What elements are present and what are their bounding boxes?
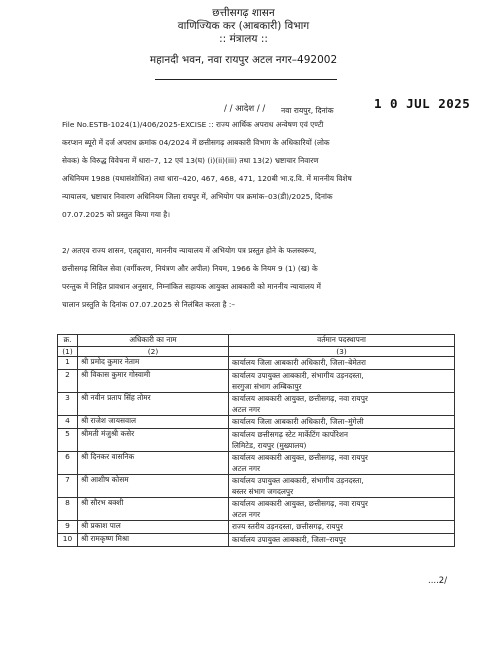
row-officer-name: श्री प्रकाश पाल	[78, 521, 229, 534]
table-column-number-row	[58, 347, 455, 357]
para1-line: न्यायालय, भ्रष्टाचार निवारण अधिनियम जिला रायपुर में, अभियोग पत्र क्रमांक–03(डी)/2025, दिनांक	[62, 192, 333, 201]
row-posting	[229, 475, 455, 498]
row-officer-name: श्री नवीन प्रताप सिंह तोमर	[78, 393, 229, 416]
row-posting	[229, 357, 455, 370]
para1-line: सेवक) के विरुद्ध विवेचना में धारा–7, 12 एवं 13(घ) (i)(ii)(iii) तथा 13(2) भ्रष्टाचार निवारण	[62, 156, 319, 165]
header-serial: क्र.	[58, 335, 78, 347]
row-serial: 5	[58, 429, 78, 452]
ministry-label: :: मंत्रालय ::	[219, 33, 268, 45]
table-row	[58, 357, 455, 370]
row-serial: 4	[58, 416, 78, 429]
posting-line: लिमिटेड, रायपुर (मुख्यालय)	[232, 441, 307, 450]
column-number: (2)	[78, 347, 229, 357]
row-serial: 1	[58, 357, 78, 370]
posting-line: कार्यालय आबकारी आयुक्त, छत्तीसगढ़, नवा रायपुर	[232, 453, 368, 462]
row-officer-name: श्री प्रमोद कुमार नेताम	[78, 357, 229, 370]
row-posting	[229, 521, 455, 534]
row-serial: 2	[58, 370, 78, 393]
page-continuation: ....2/	[428, 576, 448, 586]
row-officer-name: श्री रामकृष्ण मिश्रा	[78, 534, 229, 547]
govt-name: छत्तीसगढ़ शासन	[212, 7, 275, 19]
table-row	[58, 429, 455, 452]
row-serial: 10	[58, 534, 78, 547]
table-row	[58, 393, 455, 416]
posting-line: कार्यालय जिला आबकारी अधिकारी, जिला–मुंगेली	[232, 417, 364, 426]
row-serial: 9	[58, 521, 78, 534]
row-officer-name: श्री आशीष कोसम	[78, 475, 229, 498]
posting-line: अटल नगर	[232, 405, 261, 414]
row-officer-name: श्री विकास कुमार गोस्वामी	[78, 370, 229, 393]
row-posting	[229, 370, 455, 393]
table-row	[58, 370, 455, 393]
row-posting	[229, 429, 455, 452]
suspension-table	[57, 334, 455, 547]
header-officer-name: अधिकारी का नाम	[78, 335, 229, 347]
para2-line: 2/ अतएव राज्य शासन, एतद्द्वारा, माननीय न्यायालय में अभियोग पत्र प्रस्तुत होने के फलस्वरूप,	[62, 246, 317, 255]
para2-line: परन्तुक में निहित प्रावधान अनुसार, निम्नांकित सहायक आयुक्त आबकारी को माननीय न्यायालय में	[62, 282, 321, 291]
posting-line: कार्यालय उपायुक्त आबकारी, संभागीय उड़नदस्ता,	[232, 476, 364, 485]
table-row	[58, 534, 455, 547]
posting-line: कार्यालय छत्तीसगढ़ स्टेट मार्केटिंग कार्पोरेशन	[232, 430, 348, 439]
para1-line: अधिनियम 1988 (यथासंशोधित) तथा धारा–420, 467, 468, 471, 120बी भा.द.वि. में माननीय विशेष	[62, 174, 352, 183]
table-row	[58, 498, 455, 521]
row-officer-name: श्री राजेश जायसवाल	[78, 416, 229, 429]
table-header-row	[58, 335, 455, 347]
row-officer-name: श्री सौरभ बक्शी	[78, 498, 229, 521]
table-body	[58, 357, 455, 547]
column-number: (3)	[229, 347, 455, 357]
column-number: (1)	[58, 347, 78, 357]
posting-line: कार्यालय जिला आबकारी अधिकारी, जिला–बेमेतरा	[232, 358, 366, 367]
posting-line: कार्यालय उपायुक्त आबकारी, संभागीय उड़नदस्ता,	[232, 371, 364, 380]
para1-line: करप्शन ब्यूरो में दर्ज अपराध क्रमांक 04/2024 में छत्तीसगढ़ आबकारी विभाग के अधिकारियों (लोक	[62, 138, 330, 147]
place-date-label: नवा रायपुर, दिनांक	[281, 106, 334, 115]
header-divider	[155, 79, 337, 80]
para1-line: 07.07.2025 को प्रस्तुत किया गया है।	[62, 210, 171, 219]
row-posting	[229, 534, 455, 547]
address: महानदी भवन, नवा रायपुर अटल नगर–492002	[149, 54, 338, 66]
table-row	[58, 416, 455, 429]
row-officer-name: श्री दिनकर वासनिक	[78, 452, 229, 475]
posting-line: राज्य स्तरीय उड़नदस्ता, छत्तीसगढ़, रायपुर	[232, 522, 343, 531]
row-officer-name: श्रीमती मंजुश्री कसेर	[78, 429, 229, 452]
row-posting	[229, 452, 455, 475]
row-posting	[229, 498, 455, 521]
row-posting	[229, 416, 455, 429]
posting-line: बस्तर संभाग जगदलपुर	[232, 487, 294, 496]
table-row	[58, 452, 455, 475]
posting-line: सरगुजा संभाग अम्बिकापुर	[232, 382, 302, 391]
row-posting	[229, 393, 455, 416]
posting-line: कार्यालय उपायुक्त आबकारी, जिला–रायपुर	[232, 535, 346, 544]
posting-line: अटल नगर	[232, 464, 261, 473]
row-serial: 7	[58, 475, 78, 498]
row-serial: 6	[58, 452, 78, 475]
table-row	[58, 475, 455, 498]
header-current-posting: वर्तमान पदस्थापना	[229, 335, 455, 347]
posting-line: अटल नगर	[232, 510, 261, 519]
posting-line: कार्यालय आबकारी आयुक्त, छत्तीसगढ़, नवा रायपुर	[232, 499, 368, 508]
para2-line: चालान प्रस्तुति के दिनांक 07.07.2025 से निलंबित करता है :–	[62, 300, 236, 309]
department-name: वाणिज्यिक कर (आबकारी) विभाग	[177, 20, 310, 32]
row-serial: 8	[58, 498, 78, 521]
order-heading: / / आदेश / /	[224, 104, 266, 114]
date-stamp: 1 0 JUL 2025	[374, 96, 471, 111]
table-row	[58, 521, 455, 534]
posting-line: कार्यालय आबकारी आयुक्त, छत्तीसगढ़, नवा रायपुर	[232, 394, 368, 403]
para2-line: छत्तीसगढ़ सिविल सेवा (वर्गीकरण, नियंत्रण और अपील) नियम, 1966 के नियम 9 (1) (ख) के	[62, 264, 318, 273]
para1-line: File No.ESTB-1024(1)/406/2025-EXCISE :: राज्य आर्थिक अपराध अन्वेषण एवं एण्टी	[62, 120, 324, 129]
row-serial: 3	[58, 393, 78, 416]
